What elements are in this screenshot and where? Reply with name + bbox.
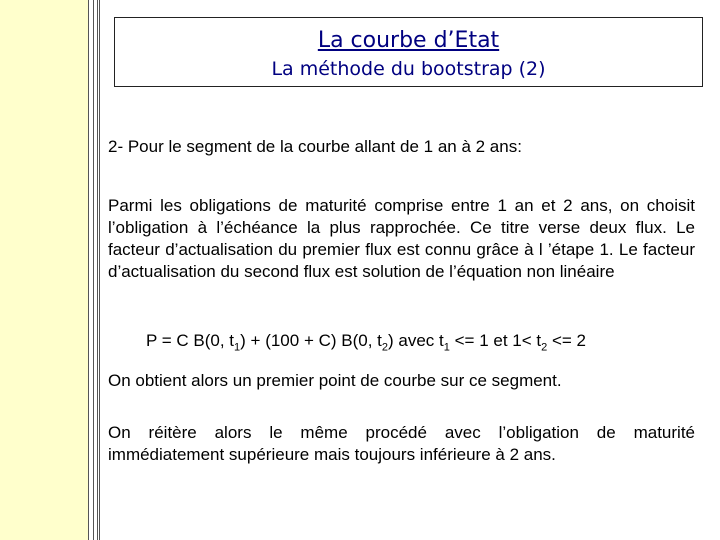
paragraph-iteration: On réitère alors le même procédé avec l’obligation de maturité immédiatement supérieure mais toujours inférieure à 2 ans.	[108, 423, 695, 464]
title-box	[114, 17, 703, 87]
vertical-rule	[97, 0, 98, 540]
vertical-rule	[93, 0, 94, 540]
section-heading: 2- Pour le segment de la courbe allant de 1 an à 2 ans:	[108, 137, 522, 156]
slide-title: La courbe d’Etat	[317, 28, 500, 53]
equation: P = C B(0, $t_1) + (100 + C)$ B(0, $t_2$) avec $t_1 <= 1$ et $1< t_2 <= 2$	[146, 331, 586, 354]
left-decorative-band	[0, 0, 88, 540]
slide-subtitle: La méthode du bootstrap (2)	[271, 58, 546, 80]
vertical-rule	[99, 0, 100, 540]
vertical-rule	[88, 0, 89, 540]
paragraph-method: Parmi les obligations de maturité comprise entre 1 an et 2 ans, on choisit l’obligation à l’échéance la plus rapprochée. Ce titre verse deux flux. Le facteur d’actualisation du premier flux est connu grâce à l ’étape 1. Le facteur d’actualisation du second flux est solution de l’équation non linéaire	[108, 196, 695, 281]
paragraph-result: On obtient alors un premier point de courbe sur ce segment.	[108, 371, 562, 390]
